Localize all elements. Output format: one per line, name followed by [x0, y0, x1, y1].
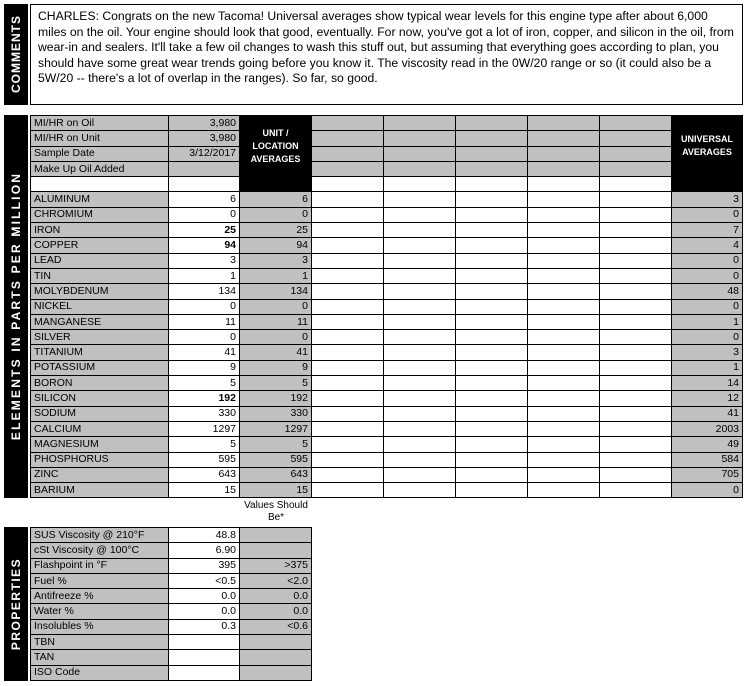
- blank-cell: [600, 284, 672, 299]
- blank-cell: [528, 268, 600, 283]
- blank-cell: [312, 268, 384, 283]
- blank-cell: [312, 376, 384, 391]
- blank-cell: [312, 284, 384, 299]
- element-name: ZINC: [31, 467, 169, 482]
- element-name: SILICON: [31, 391, 169, 406]
- blank-cell: [600, 314, 672, 329]
- blank-cell: [456, 253, 528, 268]
- blank-cell: [384, 192, 456, 207]
- blank-cell: [528, 238, 600, 253]
- property-value: <0.5: [169, 573, 240, 588]
- property-value: [169, 650, 240, 665]
- blank-cell: [384, 314, 456, 329]
- element-universal-average: 0: [672, 330, 743, 345]
- element-value: 25: [169, 223, 240, 238]
- table-row: [31, 284, 743, 299]
- blank-cell: [528, 223, 600, 238]
- blank-cell: [456, 467, 528, 482]
- element-name: BORON: [31, 376, 169, 391]
- blank-cell: [456, 437, 528, 452]
- blank-cell: [384, 284, 456, 299]
- property-name: TAN: [31, 650, 169, 665]
- element-name: CALCIUM: [31, 421, 169, 436]
- blank-cell: [312, 116, 384, 131]
- element-value: 192: [169, 391, 240, 406]
- element-unit-average: 94: [240, 238, 312, 253]
- blank-cell: [528, 131, 600, 146]
- blank-cell: [456, 376, 528, 391]
- blank-cell: [384, 437, 456, 452]
- blank-cell: [672, 177, 743, 192]
- element-value: 15: [169, 483, 240, 498]
- header-value: 3/12/2017: [169, 146, 240, 161]
- element-value: 9: [169, 360, 240, 375]
- element-name: MAGNESIUM: [31, 437, 169, 452]
- blank-cell: [528, 330, 600, 345]
- blank-cell: [312, 207, 384, 222]
- blank-cell: [384, 238, 456, 253]
- element-unit-average: 15: [240, 483, 312, 498]
- element-value: 0: [169, 207, 240, 222]
- blank-cell: [456, 116, 528, 131]
- blank-cell: [169, 177, 240, 192]
- element-rows: [31, 192, 743, 498]
- table-row: [31, 589, 312, 604]
- header-row: [31, 131, 743, 146]
- blank-cell: [528, 360, 600, 375]
- element-name: NICKEL: [31, 299, 169, 314]
- blank-cell: [600, 131, 672, 146]
- element-universal-average: 0: [672, 299, 743, 314]
- blank-cell: [312, 161, 384, 176]
- property-should-be: 0.0: [240, 604, 312, 619]
- property-value: [169, 665, 240, 680]
- blank-cell: [528, 437, 600, 452]
- blank-cell: [600, 437, 672, 452]
- property-name: Insolubles %: [31, 619, 169, 634]
- blank-cell: [384, 483, 456, 498]
- header-label: MI/HR on Oil: [31, 116, 169, 131]
- blank-cell: [528, 467, 600, 482]
- blank-cell: [456, 223, 528, 238]
- blank-cell: [600, 299, 672, 314]
- blank-cell: [528, 421, 600, 436]
- table-row: [31, 238, 743, 253]
- blank-cell: [456, 161, 528, 176]
- blank-cell: [384, 223, 456, 238]
- table-row: [31, 483, 743, 498]
- table-row: [31, 376, 743, 391]
- blank-cell: [312, 330, 384, 345]
- spacer-row: [31, 177, 743, 192]
- element-value: 3: [169, 253, 240, 268]
- property-should-be: 0.0: [240, 589, 312, 604]
- blank-cell: [456, 131, 528, 146]
- table-row: [31, 604, 312, 619]
- element-value: 5: [169, 437, 240, 452]
- elements-table: [30, 115, 743, 498]
- blank-cell: [600, 452, 672, 467]
- property-name: TBN: [31, 635, 169, 650]
- property-value: 0.0: [169, 589, 240, 604]
- properties-sidebar-label: [4, 527, 28, 681]
- blank-cell: [384, 391, 456, 406]
- element-value: 1297: [169, 421, 240, 436]
- blank-cell: [600, 391, 672, 406]
- comments-sidebar-label: [4, 4, 28, 105]
- unit-averages-header: UNIT / LOCATION AVERAGES: [240, 116, 312, 177]
- blank-cell: [384, 376, 456, 391]
- table-row: [31, 573, 312, 588]
- element-value: 0: [169, 330, 240, 345]
- blank-cell: [456, 299, 528, 314]
- table-row: [31, 650, 312, 665]
- blank-cell: [312, 177, 384, 192]
- blank-cell: [456, 330, 528, 345]
- blank-cell: [456, 207, 528, 222]
- blank-cell: [528, 177, 600, 192]
- universal-averages-header: UNIVERSAL AVERAGES: [672, 116, 743, 177]
- property-should-be: [240, 665, 312, 680]
- element-name: ALUMINUM: [31, 192, 169, 207]
- property-name: Water %: [31, 604, 169, 619]
- blank-cell: [600, 146, 672, 161]
- table-row: [31, 665, 312, 680]
- blank-cell: [600, 253, 672, 268]
- element-unit-average: 1: [240, 268, 312, 283]
- blank-cell: [600, 207, 672, 222]
- blank-cell: [312, 391, 384, 406]
- element-value: 41: [169, 345, 240, 360]
- element-universal-average: 0: [672, 268, 743, 283]
- property-should-be: [240, 650, 312, 665]
- blank-cell: [312, 299, 384, 314]
- table-row: [31, 345, 743, 360]
- property-name: Antifreeze %: [31, 589, 169, 604]
- property-should-be: [240, 528, 312, 543]
- table-row: [31, 558, 312, 573]
- property-name: Fuel %: [31, 573, 169, 588]
- comments-text: CHARLES: Congrats on the new Tacoma! Universal averages show typical wear levels for this engine type after about 6,000 miles on the oil. Your engine should look that good, eventually. For now, you've got a lot of iron, copper, and silicon in the oil, from wear-in and sealers. It'll take a few oil changes to wash this stuff out, but assuming that everything goes according to plan, you should have some great wear trends going before you know it. The viscosity read in the 0W/20 range or so (it could also be a 5W/20 -- there's a lot of overlap in the ranges). So far, so good.: [30, 4, 743, 105]
- element-unit-average: 595: [240, 452, 312, 467]
- blank-cell: [528, 161, 600, 176]
- property-value: 395: [169, 558, 240, 573]
- properties-table: [30, 527, 312, 681]
- blank-cell: [312, 421, 384, 436]
- element-unit-average: 6: [240, 192, 312, 207]
- property-name: cSt Viscosity @ 100°C: [31, 543, 169, 558]
- blank-cell: [600, 116, 672, 131]
- blank-cell: [384, 406, 456, 421]
- blank-cell: [456, 284, 528, 299]
- property-value: 48.8: [169, 528, 240, 543]
- element-name: TITANIUM: [31, 345, 169, 360]
- element-value: 1: [169, 268, 240, 283]
- element-value: 0: [169, 299, 240, 314]
- blank-cell: [456, 483, 528, 498]
- property-value: [169, 635, 240, 650]
- header-label: Make Up Oil Added: [31, 161, 169, 176]
- property-should-be: >375: [240, 558, 312, 573]
- table-row: [31, 299, 743, 314]
- blank-cell: [600, 223, 672, 238]
- element-universal-average: 14: [672, 376, 743, 391]
- properties-label: PROPERTIES: [9, 557, 23, 651]
- element-universal-average: 3: [672, 345, 743, 360]
- table-row: [31, 406, 743, 421]
- blank-cell: [456, 177, 528, 192]
- element-unit-average: 5: [240, 376, 312, 391]
- blank-cell: [600, 360, 672, 375]
- blank-cell: [456, 345, 528, 360]
- element-value: 6: [169, 192, 240, 207]
- blank-cell: [384, 146, 456, 161]
- table-row: [31, 528, 312, 543]
- blank-cell: [528, 146, 600, 161]
- element-value: 643: [169, 467, 240, 482]
- element-universal-average: 0: [672, 483, 743, 498]
- blank-cell: [456, 391, 528, 406]
- element-universal-average: 41: [672, 406, 743, 421]
- property-value: 0.3: [169, 619, 240, 634]
- header-row: [31, 116, 743, 131]
- element-value: 134: [169, 284, 240, 299]
- table-row: [31, 467, 743, 482]
- blank-cell: [312, 483, 384, 498]
- table-row: [31, 635, 312, 650]
- blank-cell: [456, 421, 528, 436]
- header-rows: [31, 116, 743, 192]
- blank-cell: [528, 207, 600, 222]
- table-row: [31, 543, 312, 558]
- blank-cell: [456, 452, 528, 467]
- blank-cell: [384, 330, 456, 345]
- element-name: MANGANESE: [31, 314, 169, 329]
- element-unit-average: 41: [240, 345, 312, 360]
- blank-cell: [528, 452, 600, 467]
- property-should-be: <0.6: [240, 619, 312, 634]
- element-universal-average: 0: [672, 253, 743, 268]
- element-universal-average: 48: [672, 284, 743, 299]
- element-value: 94: [169, 238, 240, 253]
- table-row: [31, 437, 743, 452]
- blank-cell: [600, 268, 672, 283]
- element-name: IRON: [31, 223, 169, 238]
- element-value: 595: [169, 452, 240, 467]
- element-unit-average: 25: [240, 223, 312, 238]
- blank-cell: [600, 238, 672, 253]
- blank-cell: [312, 452, 384, 467]
- table-row: [31, 268, 743, 283]
- header-row: [31, 161, 743, 176]
- property-should-be: <2.0: [240, 573, 312, 588]
- element-name: MOLYBDENUM: [31, 284, 169, 299]
- element-universal-average: 1: [672, 360, 743, 375]
- element-unit-average: 643: [240, 467, 312, 482]
- element-unit-average: 0: [240, 330, 312, 345]
- blank-cell: [384, 253, 456, 268]
- blank-cell: [384, 421, 456, 436]
- blank-cell: [312, 192, 384, 207]
- property-name: Flashpoint in °F: [31, 558, 169, 573]
- blank-cell: [312, 467, 384, 482]
- table-row: [31, 391, 743, 406]
- blank-cell: [456, 238, 528, 253]
- blank-cell: [600, 192, 672, 207]
- values-should-be-label: Values Should Be*: [244, 500, 308, 523]
- blank-cell: [384, 345, 456, 360]
- blank-cell: [312, 406, 384, 421]
- element-name: POTASSIUM: [31, 360, 169, 375]
- blank-cell: [312, 314, 384, 329]
- blank-cell: [312, 223, 384, 238]
- table-row: [31, 330, 743, 345]
- blank-cell: [240, 177, 312, 192]
- element-unit-average: 3: [240, 253, 312, 268]
- blank-cell: [456, 146, 528, 161]
- element-unit-average: 134: [240, 284, 312, 299]
- blank-cell: [456, 360, 528, 375]
- header-label: MI/HR on Unit: [31, 131, 169, 146]
- blank-cell: [312, 360, 384, 375]
- property-should-be: [240, 543, 312, 558]
- element-universal-average: 12: [672, 391, 743, 406]
- blank-cell: [600, 161, 672, 176]
- element-universal-average: 49: [672, 437, 743, 452]
- blank-cell: [528, 345, 600, 360]
- element-unit-average: 9: [240, 360, 312, 375]
- table-row: [31, 360, 743, 375]
- element-universal-average: 3: [672, 192, 743, 207]
- blank-cell: [456, 268, 528, 283]
- blank-cell: [600, 406, 672, 421]
- property-name: ISO Code: [31, 665, 169, 680]
- table-row: [31, 223, 743, 238]
- blank-cell: [600, 330, 672, 345]
- header-row: [31, 146, 743, 161]
- property-value: 0.0: [169, 604, 240, 619]
- element-unit-average: 192: [240, 391, 312, 406]
- element-universal-average: 584: [672, 452, 743, 467]
- blank-cell: [312, 238, 384, 253]
- blank-cell: [312, 345, 384, 360]
- blank-cell: [31, 177, 169, 192]
- element-value: 5: [169, 376, 240, 391]
- blank-cell: [528, 314, 600, 329]
- table-row: [31, 192, 743, 207]
- table-row: [31, 452, 743, 467]
- blank-cell: [528, 299, 600, 314]
- element-unit-average: 0: [240, 207, 312, 222]
- table-row: [31, 314, 743, 329]
- property-name: SUS Viscosity @ 210°F: [31, 528, 169, 543]
- element-universal-average: 2003: [672, 421, 743, 436]
- blank-cell: [600, 345, 672, 360]
- blank-cell: [456, 314, 528, 329]
- blank-cell: [312, 146, 384, 161]
- blank-cell: [384, 360, 456, 375]
- blank-cell: [384, 467, 456, 482]
- blank-cell: [528, 253, 600, 268]
- element-universal-average: 0: [672, 207, 743, 222]
- blank-cell: [600, 483, 672, 498]
- table-row: [31, 207, 743, 222]
- element-name: SODIUM: [31, 406, 169, 421]
- blank-cell: [312, 131, 384, 146]
- blank-cell: [528, 192, 600, 207]
- blank-cell: [384, 268, 456, 283]
- element-unit-average: 5: [240, 437, 312, 452]
- element-name: PHOSPHORUS: [31, 452, 169, 467]
- blank-cell: [384, 116, 456, 131]
- element-name: BARIUM: [31, 483, 169, 498]
- blank-cell: [528, 116, 600, 131]
- blank-cell: [384, 207, 456, 222]
- header-value: 3,980: [169, 131, 240, 146]
- blank-cell: [600, 376, 672, 391]
- blank-cell: [384, 177, 456, 192]
- blank-cell: [384, 131, 456, 146]
- element-universal-average: 705: [672, 467, 743, 482]
- blank-cell: [384, 299, 456, 314]
- property-rows: [31, 528, 312, 681]
- header-label: Sample Date: [31, 146, 169, 161]
- element-unit-average: 330: [240, 406, 312, 421]
- elements-label: ELEMENTS IN PARTS PER MILLION: [9, 171, 23, 441]
- element-name: LEAD: [31, 253, 169, 268]
- property-should-be: [240, 635, 312, 650]
- blank-cell: [528, 284, 600, 299]
- blank-cell: [528, 406, 600, 421]
- property-value: 6.90: [169, 543, 240, 558]
- table-row: [31, 253, 743, 268]
- blank-cell: [312, 253, 384, 268]
- elements-sidebar-label: [4, 115, 28, 498]
- table-row: [31, 421, 743, 436]
- table-row: [31, 619, 312, 634]
- element-name: CHROMIUM: [31, 207, 169, 222]
- blank-cell: [456, 406, 528, 421]
- element-name: SILVER: [31, 330, 169, 345]
- blank-cell: [384, 452, 456, 467]
- element-value: 11: [169, 314, 240, 329]
- header-value: [169, 161, 240, 176]
- header-value: 3,980: [169, 116, 240, 131]
- element-universal-average: 7: [672, 223, 743, 238]
- element-unit-average: 1297: [240, 421, 312, 436]
- element-name: COPPER: [31, 238, 169, 253]
- comments-label: COMMENTS: [9, 15, 23, 93]
- blank-cell: [528, 483, 600, 498]
- element-unit-average: 11: [240, 314, 312, 329]
- blank-cell: [600, 467, 672, 482]
- element-name: TIN: [31, 268, 169, 283]
- element-value: 330: [169, 406, 240, 421]
- blank-cell: [384, 161, 456, 176]
- element-universal-average: 1: [672, 314, 743, 329]
- blank-cell: [528, 376, 600, 391]
- blank-cell: [600, 177, 672, 192]
- element-universal-average: 4: [672, 238, 743, 253]
- blank-cell: [528, 391, 600, 406]
- blank-cell: [600, 421, 672, 436]
- blank-cell: [456, 192, 528, 207]
- element-unit-average: 0: [240, 299, 312, 314]
- blank-cell: [312, 437, 384, 452]
